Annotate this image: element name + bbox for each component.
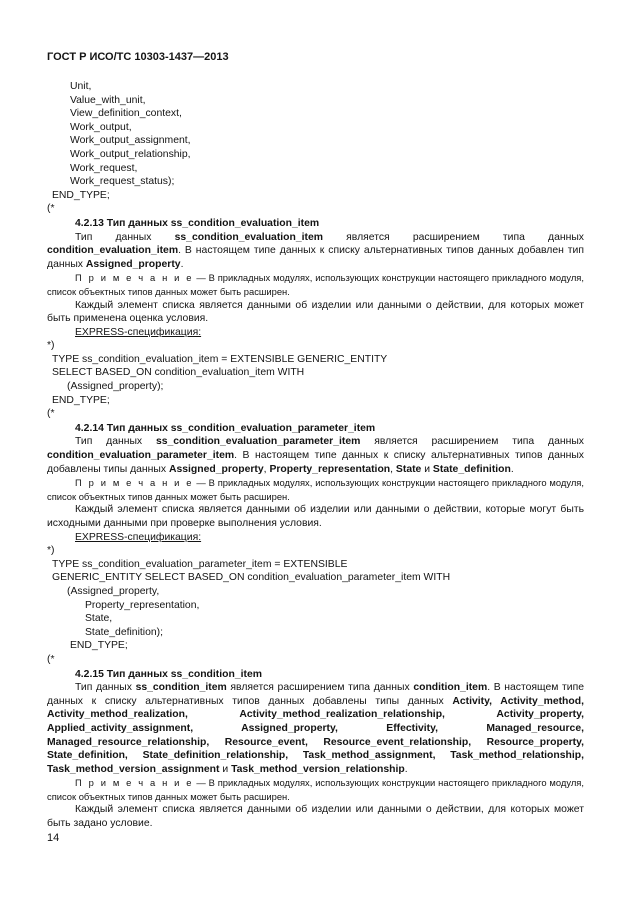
text: . В настоящем типе данных к списку альтернативных типов данных добавлены типы данных	[47, 450, 584, 475]
type-name: Property_representation	[269, 463, 391, 475]
text: ,	[390, 463, 396, 475]
type-list: Activity, Activity_method, Activity_method_realization, Activity_method_realization_relationship, Activity_property, Applied_activity_assignment, Assigned_property, Effectivity, Managed_resource, Managed_resource_relationship, Resource_event, Resource_event_relationship, Resource_property, State_definition, State_definition_relationship, Task_method_assignment, Task_method_relationship, Task_method_version_assignment	[47, 695, 584, 775]
section-heading: 4.2.15 Тип данных ss_condition_item	[75, 668, 262, 680]
code-line: Property_representation,	[85, 599, 200, 611]
paragraph: Каждый элемент списка является данными об изделии или данными о действии, для которых может быть применена оценка условия.	[47, 299, 584, 325]
paragraph	[47, 681, 584, 776]
comment-open: (*	[47, 203, 55, 215]
code-line: Work_request,	[70, 162, 138, 174]
note	[47, 271, 584, 298]
express-label: EXPRESS-спецификация:	[75, 531, 202, 543]
note-label: П р и м е ч а н и е	[75, 272, 194, 284]
section-heading: 4.2.13 Тип данных ss_condition_evaluation_item	[75, 217, 320, 229]
note	[47, 776, 584, 803]
section-4-2-14	[47, 422, 584, 667]
code-line: Work_output_assignment,	[70, 135, 191, 147]
page-number: 14	[47, 832, 60, 844]
code-line: Unit,	[70, 81, 92, 92]
text: Тип данных	[75, 231, 175, 243]
text: . В настоящем типе данных к списку альтернативных типов данных добавлены типы данных	[47, 682, 585, 707]
type-name: condition_evaluation_parameter_item	[47, 450, 235, 462]
text: .	[180, 258, 184, 270]
standard-header: ГОСТ Р ИСО/ТС 10303-1437—2013	[47, 51, 229, 63]
code-line: State,	[85, 613, 113, 625]
code-line: SELECT BASED_ON condition_evaluation_item WITH	[52, 367, 305, 379]
section-4-2-13	[47, 217, 584, 421]
text: является расширением типа данных	[360, 436, 584, 448]
code-line: Value_with_unit,	[70, 94, 146, 106]
code-line: GENERIC_ENTITY SELECT BASED_ON condition_evaluation_parameter_item WITH	[52, 572, 451, 584]
note-text: — В прикладных модулях, использующих конструкции настоящего прикладного модуля, список объектных типов данных может быть расширен.	[47, 272, 584, 297]
text: Тип данных	[75, 436, 156, 448]
text: является расширением типа данных	[226, 682, 414, 694]
code-line: TYPE ss_condition_evaluation_parameter_item = EXTENSIBLE	[52, 558, 348, 570]
code-line: Work_request_status);	[70, 176, 175, 188]
type-name: ss_condition_item	[135, 682, 227, 694]
paragraph	[47, 231, 584, 272]
comment-close: *)	[47, 340, 55, 352]
comment-close: *)	[47, 545, 55, 557]
code-line: Work_output_relationship,	[70, 148, 191, 160]
section-4-2-15	[47, 668, 584, 831]
type-name: Assigned_property	[168, 463, 264, 475]
code-line: Work_output,	[70, 121, 132, 133]
type-name: ss_condition_evaluation_item	[174, 231, 324, 243]
text: является расширением типа данных	[323, 231, 584, 243]
type-name: Task_method_version_relationship	[231, 763, 405, 775]
page-content	[47, 80, 584, 831]
express-label: EXPRESS-спецификация:	[75, 326, 202, 338]
text: Тип данных	[75, 682, 136, 694]
note-text: — В прикладных модулях, использующих конструкции настоящего прикладного модуля, список объектных типов данных может быть расширен.	[47, 477, 584, 502]
text: и	[421, 463, 433, 475]
text: и	[219, 763, 232, 775]
code-line: END_TYPE;	[70, 640, 128, 652]
paragraph	[47, 435, 584, 476]
note-text: — В прикладных модулях, использующих конструкции настоящего прикладного модуля, список объектных типов данных может быть расширен.	[47, 777, 584, 802]
type-name: ss_condition_evaluation_parameter_item	[155, 436, 361, 448]
code-line: END_TYPE;	[52, 394, 110, 406]
code-line: View_definition_context,	[70, 108, 182, 120]
code-line: (Assigned_property,	[67, 585, 160, 597]
paragraph: Каждый элемент списка является данными об изделии или данными о действии, для которых может быть задано условие.	[47, 804, 584, 830]
type-name: condition_evaluation_item	[47, 245, 179, 257]
type-name: State_definition	[432, 463, 511, 475]
comment-open: (*	[47, 408, 55, 420]
type-name: Assigned_property	[85, 258, 181, 270]
text: . В настоящем типе данных к списку альтернативных типов данных добавлен тип данных	[47, 245, 584, 270]
note	[47, 476, 584, 503]
type-name: condition_item	[413, 682, 488, 694]
text: ,	[263, 463, 270, 475]
code-block-top	[47, 80, 584, 216]
code-line: TYPE ss_condition_evaluation_item = EXTENSIBLE GENERIC_ENTITY	[52, 353, 388, 365]
note-label: П р и м е ч а н и е	[75, 477, 194, 489]
comment-open: (*	[47, 653, 55, 665]
code-line: State_definition);	[85, 626, 163, 638]
section-heading: 4.2.14 Тип данных ss_condition_evaluation_parameter_item	[75, 422, 376, 434]
code-line: END_TYPE;	[52, 189, 110, 201]
note-label: П р и м е ч а н и е	[75, 777, 194, 789]
text: .	[510, 463, 514, 475]
code-line: (Assigned_property);	[67, 381, 164, 393]
type-name: State	[395, 463, 422, 475]
text: .	[404, 763, 408, 775]
paragraph: Каждый элемент списка является данными об изделии или данными о действии, которые могут быть исходными данными при проверке выполнения условия.	[47, 504, 584, 529]
